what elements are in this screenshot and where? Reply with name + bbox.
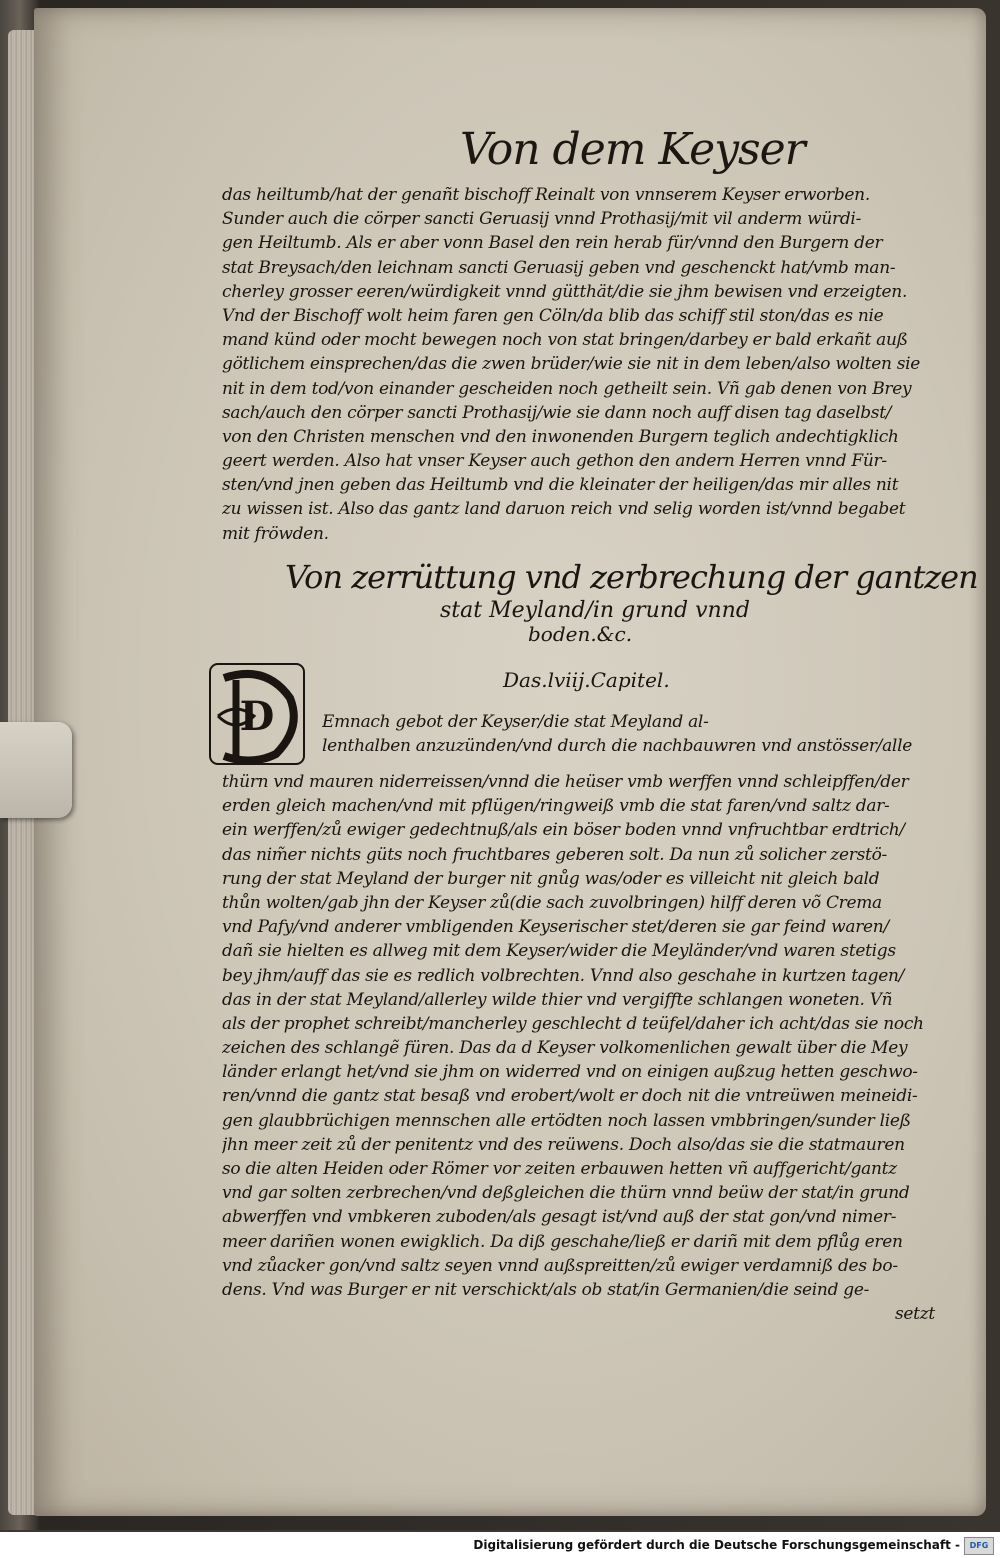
chapter-number: Das.lviij.Capitel. <box>503 668 670 692</box>
chapter-subtitle-2: boden.&c. <box>528 622 633 646</box>
initial-letter: D <box>239 693 275 740</box>
bookmark-ribbon <box>0 722 72 818</box>
text-line: mand künd oder mocht bewegen noch von stat bringen/darbey er bald erkañt auß <box>222 330 908 351</box>
text-line: das heiltumb/hat der genañt bischoff Reinalt von vnnserem Keyser erworben. <box>222 185 870 205</box>
text-line: abwerffen vnd vmbkeren zuboden/als gesagt ist/vnd auß der stat gon/vnd nimer- <box>222 1207 897 1228</box>
text-line: sach/auch den cörper sancti Prothasij/wie sie dann noch auff disen tag daselbst/ <box>222 402 892 423</box>
text-line: ren/vnnd die gantz stat besaß vnd erobert/wolt er doch nit die vntreüwen meineidi- <box>222 1086 918 1107</box>
text-line: vnd Pafy/vnd anderer vmbligenden Keyserischer stet/deren sie gar feind waren/ <box>222 917 889 938</box>
text-line: vnd zůacker gon/vnd saltz seyen vnnd außspreitten/zů ewiger verdamniß des bo- <box>222 1255 898 1276</box>
paragraph-1 <box>222 183 940 546</box>
funding-notice: Digitalisierung gefördert durch die Deutsche Forschungsgemeinschaft - <box>473 1538 960 1552</box>
text-line: thůn wolten/gab jhn der Keyser zů(die sach zuvolbringen) hilff deren võ Crema <box>222 892 882 913</box>
paragraph-2-lead <box>322 710 940 758</box>
text-line: rung der stat Meyland der burger nit gnůg was/oder es villeicht nit gleich bald <box>222 868 880 889</box>
text-line: als der prophet schreibt/mancherley geschlecht d teüfel/daher ich acht/das sie noch <box>222 1013 924 1034</box>
text-line: cherley grosser eeren/würdigkeit vnnd gütthät/die sie jhm bewisen vnd erzeigten. <box>222 281 908 302</box>
text-line: zu wissen ist. Also das gantz land daruon reich vnd selig worden ist/vnnd begabet <box>222 499 906 520</box>
text-line: ein werffen/zů ewiger gedechtnuß/als ein böser boden vnnd vnfruchtbar erdtrich/ <box>222 820 905 841</box>
text-line: sten/vnd jnen geben das Heiltumb vnd die kleinater der heiligen/das mir alles nit <box>222 475 899 496</box>
text-line: geert werden. Also hat vnser Keyser auch gethon den andern Herren vnnd Für- <box>222 451 887 472</box>
text-line: lenthalben anzuzünden/vnd durch die nachbauwren vnd anstösser/alle <box>322 736 912 757</box>
text-line: gen Heiltumb. Als er aber vonn Basel den rein herab für/vnnd den Burgern der <box>222 233 883 254</box>
chapter-subtitle-1: stat Meyland/in grund vnnd <box>440 598 750 623</box>
text-line: bey jhm/auff das sie es redlich volbrechten. Vnnd also geschahe in kurtzen tagen/ <box>222 965 905 986</box>
text-line: erden gleich machen/vnd mit pflügen/ringweiß vmb die stat faren/vnd saltz dar- <box>222 796 890 817</box>
decorated-initial <box>206 658 308 770</box>
text-line: thürn vnd mauren niderreissen/vnnd die heüser vmb werffen vnnd schleipffen/der <box>222 772 909 792</box>
text-line: zeichen des schlangẽ füren. Das da d Keyser volkomenlichen gewalt über die Mey <box>222 1038 908 1059</box>
text-line: vnd gar solten zerbrechen/vnd deßgleichen die thürn vnnd beüw der stat/in grund <box>222 1183 910 1204</box>
text-line: dens. Vnd was Burger er nit verschickt/als ob stat/in Germanien/die seind ge- <box>222 1279 870 1300</box>
text-line: länder erlangt het/vnd sie jhm on widerred vnd on einigen außzug hetten geschwo- <box>222 1062 918 1083</box>
running-head: Von dem Keyser <box>460 124 805 175</box>
text-line: meer dariñen wonen ewigklich. Da diß geschahe/ließ er dariñ mit dem pflůg eren <box>222 1231 903 1252</box>
text-line: Sunder auch die cörper sancti Geruasij vnnd Prothasij/mit vil anderm würdi- <box>222 209 862 230</box>
text-line: stat Breysach/den leichnam sancti Geruasij geben vnd geschenckt hat/vmb man- <box>222 257 896 278</box>
text-line: gen glaubbrüchigen mennschen alle ertödten noch lassen vmbbringen/sunder ließ <box>222 1110 911 1131</box>
chapter-title: Von zerrüttung vnd zerbrechung der gantzen <box>285 558 978 596</box>
text-line: nit in dem tod/von einander gescheiden noch getheilt sein. Vñ gab denen von Brey <box>222 378 912 399</box>
text-line: von den Christen menschen vnd den inwonenden Burgern teglich andechtigklich <box>222 426 899 447</box>
dfg-logo: DFG <box>964 1537 994 1555</box>
text-line: Emnach gebot der Keyser/die stat Meyland al- <box>322 712 709 732</box>
text-line: götlichem einsprechen/das die zwen brüder/wie sie nit in dem leben/also wolten sie <box>222 354 921 375</box>
text-line: jhn meer zeit zů der penitentz vnd des reüwens. Doch also/das sie die statmauren <box>222 1134 905 1155</box>
text-line: das in der stat Meyland/allerley wilde thier vnd vergiffte schlangen woneten. Vñ <box>222 989 893 1010</box>
text-line: so die alten Heiden oder Römer vor zeiten erbauwen hetten vñ auffgericht/gantz <box>222 1159 897 1179</box>
text-line: Vnd der Bischoff wolt heim faren gen Cöln/da blib das schiff stil ston/das es nie <box>222 305 884 326</box>
text-line: das nim̃er nichts güts noch fruchtbares geberen solt. Da nun zů solicher zerstö- <box>222 844 887 865</box>
paragraph-2 <box>222 770 940 1302</box>
catchword: setzt <box>895 1304 935 1324</box>
text-line: dañ sie hielten es allweg mit dem Keyser/wider die Meyländer/vnd waren stetigs <box>222 941 896 962</box>
text-line: mit fröwden. <box>222 523 329 544</box>
